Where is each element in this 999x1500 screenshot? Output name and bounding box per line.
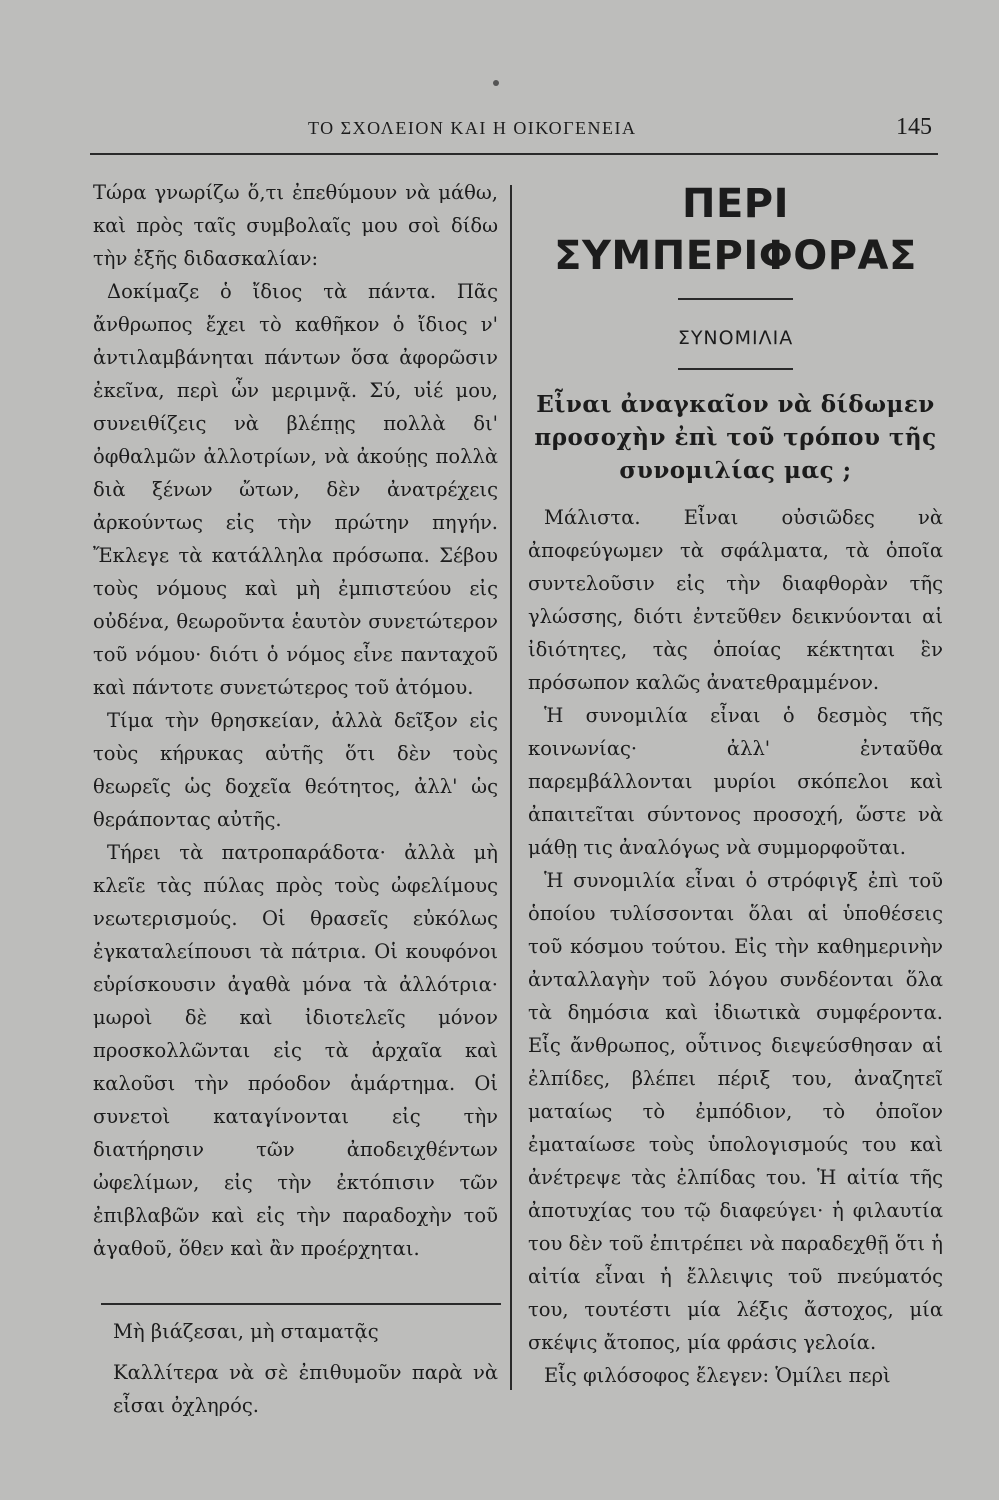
article-body	[528, 501, 943, 1392]
paragraph: Εἷς φιλόσοφος ἔλεγεν: Ὁμίλει περὶ	[544, 1364, 891, 1387]
paragraph: Δοκίμαζε ὁ ἴδιος τὰ πάντα. Πᾶς ἄνθρωπος ἔχει τὸ καθῆκον ὁ ἴδιος ν' ἀντιλαμβάνηται πάντων ὅσα ἀφορῶσιν ἐκεῖνα, περὶ ὧν μεριμνᾷ. Σύ, υἱέ μου, συνειθίζεις νὰ βλέπῃς πολλὰ δι' ὀφθαλμῶν ἀλλοτρίων, νὰ ἀκούῃς πολλὰ διὰ ξένων ὤτων, δὲν ἀνατρέχεις ἀρκούντως εἰς τὴν πρώτην πηγήν. Ἔκλεγε τὰ κατάλληλα πρόσωπα. Σέβου τοὺς νόμους καὶ μὴ ἐμπιστεύου εἰς οὐδένα, θεωροῦντα ἑαυτὸν συνετώτερον τοῦ νόμου· διότι ὁ νόμος εἶνε πανταχοῦ καὶ πάντοτε συνετώτερος τοῦ ἀτόμου.	[93, 280, 498, 699]
page-header	[90, 114, 938, 148]
paragraph: Τήρει τὰ πατροπαράδοτα· ἀλλὰ μὴ κλεῖε τὰς πύλας πρὸς τοὺς ὠφελίμους νεωτερισμούς. Οἱ θρασεῖς εὐκόλως ἐγκαταλείπουσι τὰ πάτρια. Οἱ κουφόνοι εὑρίσκουσιν ἀγαθὰ μόνα τὰ ἀλλότρια· μωροὶ δὲ καὶ ἰδιοτελεῖς μόνον προσκολλῶνται εἰς τὰ ἀρχαῖα καὶ καλοῦσι τὴν πρόοδον ἁμάρτημα. Οἱ συνετοὶ καταγίνονται εἰς τὴν διατήρησιν τῶν ἀποδειχθέντων ὠφελίμων, εἰς τὴν ἐκτόπισιν τῶν ἐπιβλαβῶν καὶ εἰς τὴν παραδοχὴν τοῦ ἀγαθοῦ, ὅθεν καὶ ἂν προέρχηται.	[93, 841, 498, 1260]
subtitle-rule	[678, 368, 793, 370]
article-subtitle: ΣΥΝΟΜΙΛΙΑ	[677, 327, 794, 349]
title-rule	[678, 298, 793, 300]
motto: Μὴ βιάζεσαι, μὴ σταματᾷς	[113, 1320, 379, 1343]
paragraph: Ἡ συνομιλία εἶναι ὁ δεσμὸς τῆς κοινωνίας· ἀλλ' ἐνταῦθα παρεμβάλλονται μυρίοι σκόπελοι καὶ ἀπαιτεῖται σύντονος προσοχή, ὥστε νὰ μάθῃ τις ἀναλόγως νὰ συμμορφοῦται.	[528, 704, 943, 859]
paragraph: Μάλιστα. Εἶναι οὐσιῶδες νὰ ἀποφεύγωμεν τὰ σφάλματα, τὰ ὁποῖα συντελοῦσιν εἰς τὴν διαφθορὰν τῆς γλώσσης, διότι ἐντεῦθεν δεικνύονται αἱ ἰδιότητες, τὰς ὁποίας κέκτηται ἓν πρόσωπον καλῶς ἀνατεθραμμένον.	[528, 506, 943, 694]
header-rule	[90, 153, 938, 155]
question-heading: Εἶναι ἀναγκαῖον νὰ δίδωμεν προσοχὴν ἐπὶ τοῦ τρόπου τῆς συνομιλίας μας ;	[534, 391, 937, 484]
paragraph: Τίμα τὴν θρησκείαν, ἀλλὰ δεῖξον εἰς τοὺς κήρυκας αὐτῆς ὅτι δὲν τοὺς θεωρεῖς ὡς δοχεῖα θεότητος, ἀλλ' ὡς θεράποντας αὐτῆς.	[93, 709, 498, 831]
running-title: ΤΟ ΣΧΟΛΕΙΟΝ ΚΑΙ Η ΟΙΚΟΓΕΝΕΙΑ	[308, 118, 637, 138]
section-rule	[101, 1303, 501, 1305]
motto: Καλλίτερα νὰ σὲ ἐπιθυμοῦν παρὰ νὰ εἶσαι ὀχληρός.	[113, 1361, 498, 1417]
page-number: 145	[896, 114, 932, 140]
paragraph: Τώρα γνωρίζω ὅ,τι ἐπεθύμουν νὰ μάθω, καὶ πρὸς ταῖς συμβολαῖς μου σοὶ δίδω τὴν ἑξῆς διδασκαλίαν:	[93, 181, 498, 270]
left-column	[93, 176, 498, 1422]
right-column	[528, 176, 943, 1392]
column-divider	[510, 185, 512, 1390]
paragraph: Ἡ συνομιλία εἶναι ὁ στρόφιγξ ἐπὶ τοῦ ὁποίου τυλίσσονται ὅλαι αἱ ὑποθέσεις τοῦ κόσμου τούτου. Εἰς τὴν καθημερινὴν ἀνταλλαγὴν τοῦ λόγου συνδέονται ὅλα τὰ δημόσια καὶ ἰδιωτικὰ συμφέροντα. Εἷς ἄνθρωπος, οὗτινος διεψεύσθησαν αἱ ἐλπίδες, βλέπει πέριξ του, ἀναζητεῖ ματαίως τὸ ἐμπόδιον, τὸ ὁποῖον ἐματαίωσε τοὺς ὑπολογισμούς του καὶ ἀνέτρεψε τὰς ἐλπίδας του. Ἡ αἰτία τῆς ἀποτυχίας του τῷ διαφεύγει· ἡ φιλαυτία του δὲν τοῦ ἐπιτρέπει νὰ παραδεχθῇ ὅτι ἡ αἰτία εἶναι ἡ ἔλλειψις τοῦ πνεύματός του, τουτέστι μία λέξις ἄστοχος, μία σκέψις ἄτοπος, μία φράσις γελοία.	[528, 869, 943, 1354]
ink-dot	[493, 80, 499, 86]
article-title: ΠΕΡΙ ΣΥΜΠΕΡΙΦΟΡΑΣ	[554, 181, 917, 279]
